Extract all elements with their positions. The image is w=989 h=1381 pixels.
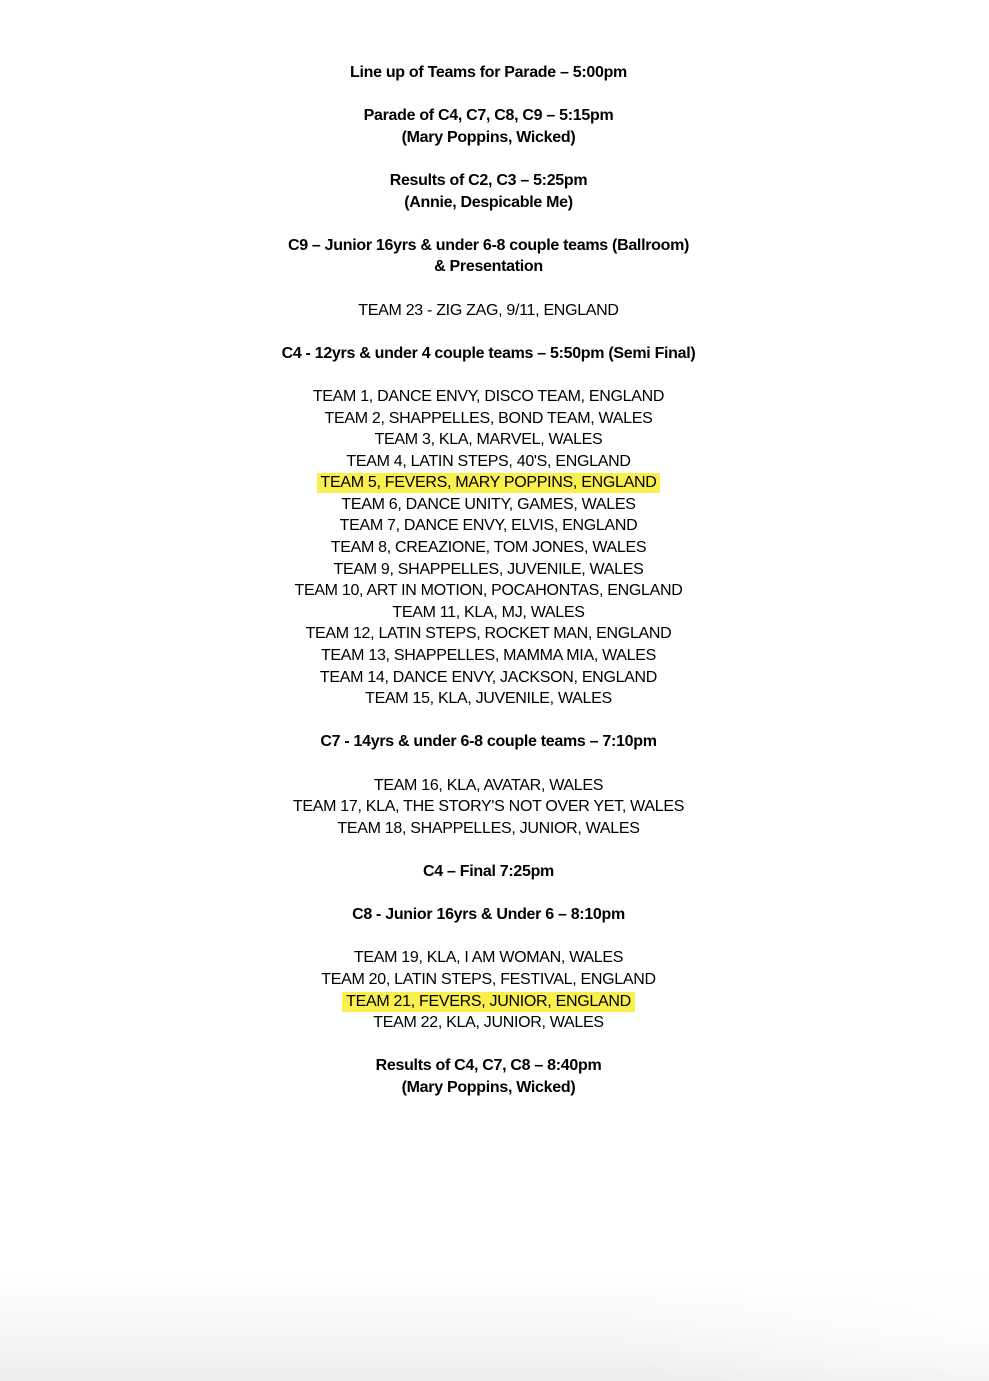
blank-line [59,213,918,235]
blank-line [59,278,918,300]
document-line [59,429,918,451]
document-line [59,343,918,365]
document-line [59,235,918,257]
document-line [59,775,918,797]
blank-line [59,753,918,775]
line-text: C4 – Final 7:25pm [423,862,554,880]
page-bottom-shadow [0,1271,989,1381]
document-line [59,947,918,969]
highlighted-line-text: TEAM 21, FEVERS, JUNIOR, ENGLAND [342,992,635,1012]
document-line [59,969,918,991]
document-line [59,688,918,710]
line-text: TEAM 18, SHAPPELLES, JUNIOR, WALES [337,819,640,837]
line-text: TEAM 17, KLA, THE STORY'S NOT OVER YET, WALES [292,798,685,816]
document-line [59,991,918,1013]
line-text: TEAM 11, KLA, MJ, WALES [392,603,585,621]
document-line [59,105,918,127]
line-text: TEAM 7, DANCE ENVY, ELVIS, ENGLAND [339,517,638,535]
line-text: TEAM 8, CREAZIONE, TOM JONES, WALES [330,539,647,557]
blank-line [59,364,918,386]
blank-line [59,148,918,170]
document-line [59,170,918,192]
line-text: C8 - Junior 16yrs & Under 6 – 8:10pm [352,906,625,924]
line-text: Results of C2, C3 – 5:25pm [389,171,588,189]
blank-line [59,321,918,343]
document-line [59,1055,918,1077]
document-line [59,386,918,408]
line-text: TEAM 22, KLA, JUNIOR, WALES [373,1014,604,1032]
line-text: TEAM 2, SHAPPELLES, BOND TEAM, WALES [324,409,653,427]
document-line [59,62,918,84]
document-line [59,515,918,537]
line-text: (Mary Poppins, Wicked) [401,1078,576,1096]
document-line [59,127,918,149]
document-line [59,494,918,516]
blank-line [59,926,918,948]
line-text: TEAM 13, SHAPPELLES, MAMMA MIA, WALES [320,647,657,665]
line-text: C4 - 12yrs & under 4 couple teams – 5:50pm (Semi Final) [281,344,696,362]
document-content [59,62,918,1099]
line-text: TEAM 1, DANCE ENVY, DISCO TEAM, ENGLAND [312,387,665,405]
highlighted-line-text: TEAM 5, FEVERS, MARY POPPINS, ENGLAND [317,473,661,493]
line-text: TEAM 23 - ZIG ZAG, 9/11, ENGLAND [358,301,619,319]
line-text: TEAM 20, LATIN STEPS, FESTIVAL, ENGLAND [321,970,656,988]
line-text: TEAM 12, LATIN STEPS, ROCKET MAN, ENGLAND [305,625,672,643]
blank-line [59,710,918,732]
line-text: TEAM 6, DANCE UNITY, GAMES, WALES [341,495,636,513]
document-line [59,1077,918,1099]
line-text: TEAM 19, KLA, I AM WOMAN, WALES [353,949,624,967]
line-text: Line up of Teams for Parade – 5:00pm [350,64,627,81]
document-line [59,602,918,624]
document-line [59,537,918,559]
line-text: Results of C4, C7, C8 – 8:40pm [375,1057,602,1075]
document-line [59,731,918,753]
line-text: TEAM 3, KLA, MARVEL, WALES [374,431,603,449]
line-text: TEAM 10, ART IN MOTION, POCAHONTAS, ENGLAND [294,582,683,600]
document-line [59,1012,918,1034]
document-line [59,645,918,667]
document-line [59,818,918,840]
document-line [59,256,918,278]
line-text: C9 – Junior 16yrs & under 6-8 couple teams (Ballroom) [287,236,690,254]
document-line [59,796,918,818]
line-text: (Annie, Despicable Me) [404,193,573,211]
document-line [59,623,918,645]
blank-line [59,839,918,861]
document-line [59,904,918,926]
document-line [59,408,918,430]
line-text: TEAM 9, SHAPPELLES, JUVENILE, WALES [333,560,644,578]
document-line [59,580,918,602]
document-line [59,667,918,689]
line-text: TEAM 16, KLA, AVATAR, WALES [373,776,604,794]
line-text: Parade of C4, C7, C8, C9 – 5:15pm [363,107,614,125]
document-line [59,451,918,473]
document-line [59,861,918,883]
line-text: (Mary Poppins, Wicked) [401,128,576,146]
blank-line [59,84,918,106]
line-text: C7 - 14yrs & under 6-8 couple teams – 7:10pm [320,733,657,751]
blank-line [59,883,918,905]
line-text: & Presentation [434,258,543,276]
line-text: TEAM 15, KLA, JUVENILE, WALES [365,690,612,708]
document-line [59,300,918,322]
line-text: TEAM 4, LATIN STEPS, 40'S, ENGLAND [346,452,631,470]
document-line [59,472,918,494]
blank-line [59,1034,918,1056]
document-line [59,192,918,214]
line-text: TEAM 14, DANCE ENVY, JACKSON, ENGLAND [319,668,658,686]
document-line [59,559,918,581]
